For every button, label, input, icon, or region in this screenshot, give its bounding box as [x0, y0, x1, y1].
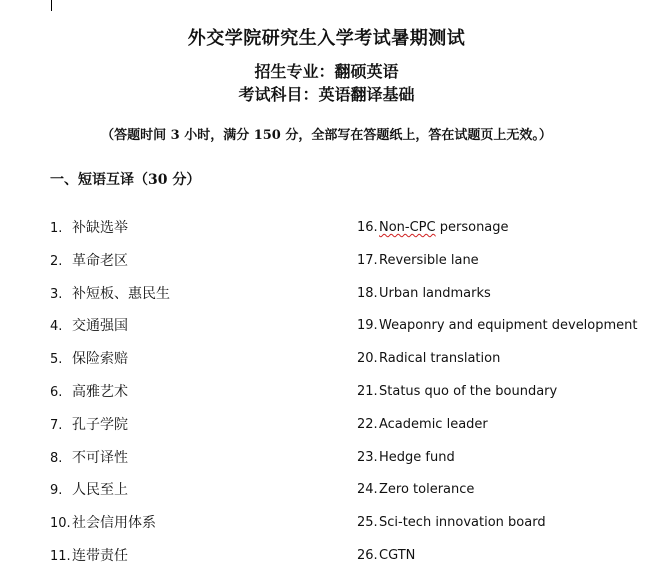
- item-text: 革命老区: [72, 252, 128, 269]
- item-text: 高雅艺术: [72, 383, 128, 400]
- item-text: 补缺选举: [72, 220, 128, 236]
- item-text: 保险索赔: [72, 351, 128, 368]
- list-item: [50, 540, 170, 573]
- list-item: [357, 474, 638, 507]
- list-item: [50, 343, 170, 376]
- list-item: [50, 212, 170, 245]
- item-number: 11.: [50, 548, 71, 564]
- item-text: Academic leader: [379, 416, 488, 432]
- item-text: 连带责任: [72, 547, 128, 564]
- item-number: 17.: [357, 252, 378, 268]
- item-number: 10.: [50, 516, 71, 532]
- item-text: CGTN: [379, 547, 416, 563]
- item-text: 交通强国: [72, 318, 128, 335]
- list-item: [357, 212, 638, 245]
- list-item: [50, 310, 170, 343]
- exam-instructions: （答题时间 3 小时，满分 150 分，全部写在答题纸上，答在试题页上无效。）: [101, 128, 552, 143]
- item-text: Weaponry and equipment development: [379, 318, 638, 334]
- item-number: 5.: [50, 352, 63, 368]
- item-text: 不可译性: [72, 449, 128, 466]
- item-number: 6.: [50, 384, 63, 400]
- item-number: 4.: [50, 319, 63, 335]
- list-item: [357, 507, 638, 540]
- section-heading: 一、短语互译（30 分）: [50, 172, 201, 188]
- exam-subject: 考试科目：英语翻译基础: [238, 85, 415, 104]
- item-number: 21.: [357, 383, 378, 399]
- item-text: personage: [435, 220, 509, 235]
- list-item: [50, 376, 170, 409]
- item-number: 24.: [357, 482, 378, 498]
- item-number: 22.: [357, 416, 378, 432]
- item-number: 7.: [50, 417, 63, 433]
- page-title: 外交学院研究生入学考试暑期测试: [187, 28, 466, 49]
- item-number: 3.: [50, 286, 63, 302]
- list-item: [357, 442, 638, 475]
- item-number: 2.: [50, 253, 63, 269]
- list-item: [357, 409, 638, 442]
- item-text: Reversible lane: [379, 252, 479, 268]
- list-item: [357, 376, 638, 409]
- item-text: Status quo of the boundary: [379, 383, 558, 399]
- list-item: [50, 474, 170, 507]
- item-text: Sci-tech innovation board: [379, 515, 546, 531]
- list-item: [50, 507, 170, 540]
- list-item: [357, 540, 638, 573]
- item-text: 补短板、惠民生: [72, 285, 170, 302]
- left-item-list: [50, 212, 170, 573]
- list-item: [50, 278, 170, 311]
- item-text: 社会信用体系: [72, 515, 156, 532]
- item-number: 25.: [357, 515, 378, 531]
- list-item: [357, 343, 638, 376]
- right-item-list: [357, 212, 638, 573]
- item-text: Zero tolerance: [379, 482, 475, 498]
- item-text: Hedge fund: [379, 449, 455, 465]
- list-item: [50, 409, 170, 442]
- item-number: 19.: [357, 318, 378, 334]
- list-item: [357, 310, 638, 343]
- item-number: 9.: [50, 483, 63, 499]
- list-item: [50, 442, 170, 475]
- spellcheck-flagged-word[interactable]: Non-CPC: [379, 220, 436, 235]
- item-number: 1.: [50, 221, 63, 236]
- item-number: 16.: [357, 220, 378, 235]
- list-item: [50, 245, 170, 278]
- item-number: 20.: [357, 351, 378, 367]
- exam-major: 招生专业：翻硕英语: [254, 62, 399, 81]
- list-item: [357, 245, 638, 278]
- item-number: 23.: [357, 449, 378, 465]
- item-number: 8.: [50, 450, 63, 466]
- item-text: Radical translation: [379, 351, 501, 367]
- item-number: 26.: [357, 547, 378, 563]
- item-text: 孔子学院: [72, 416, 128, 433]
- item-number: 18.: [357, 285, 378, 301]
- text-cursor: [51, 0, 52, 11]
- item-text: 人民至上: [72, 482, 128, 499]
- list-item: [357, 278, 638, 311]
- item-text: Urban landmarks: [379, 285, 491, 301]
